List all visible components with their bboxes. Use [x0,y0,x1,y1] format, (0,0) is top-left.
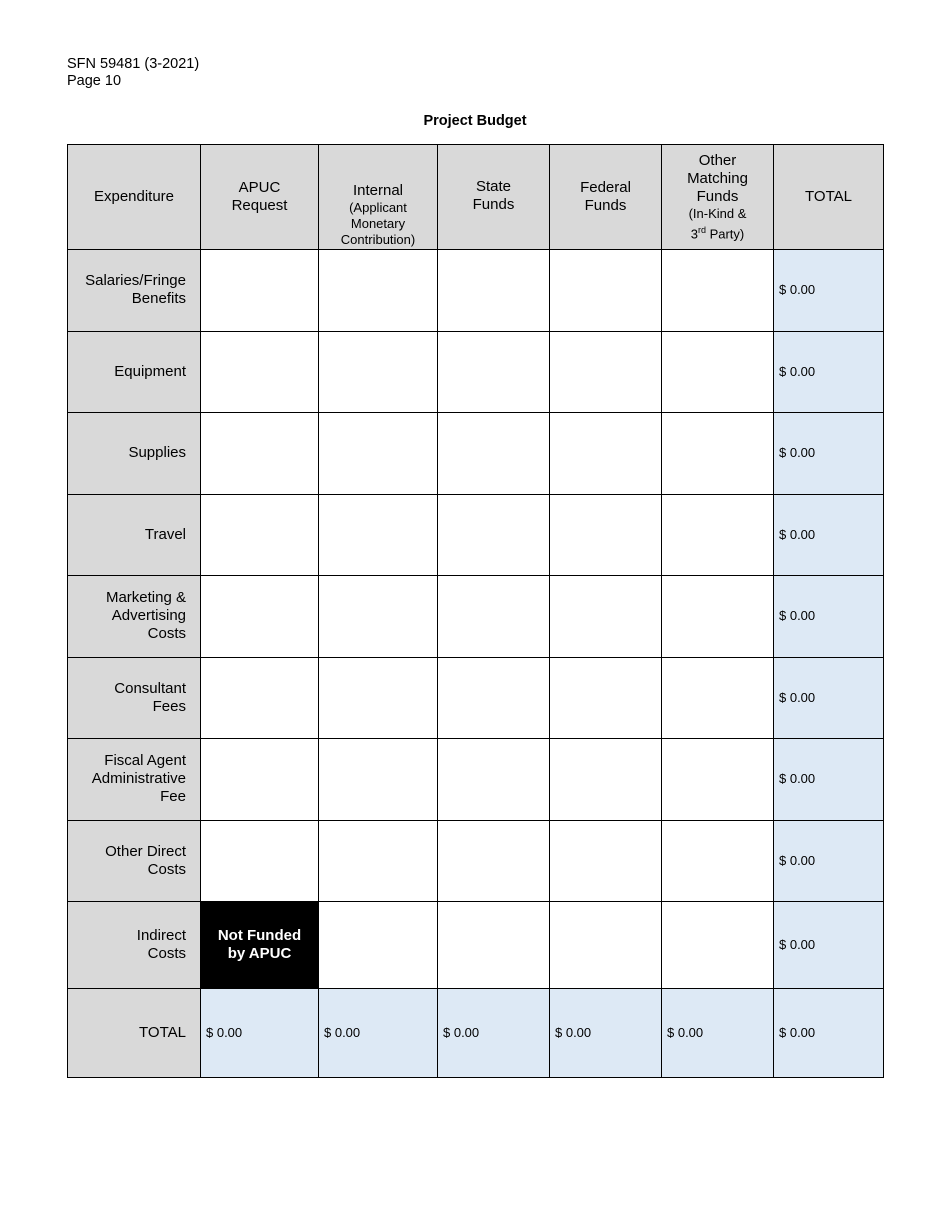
row-label-indirect-costs: Indirect Costs [68,902,201,989]
internal-amount-input[interactable] [319,331,438,413]
row-total: $ 0.00 [774,576,884,658]
header-total: TOTAL [774,145,884,250]
state-amount-input[interactable] [438,494,550,576]
header-other-matching-funds: Other Matching Funds (In-Kind & 3rd Party) [662,145,774,250]
total-state: $ 0.00 [438,989,550,1078]
expenditure-row [68,739,884,821]
header-federal-funds: Federal Funds [550,145,662,250]
internal-amount-input[interactable] [319,494,438,576]
apuc-amount-input[interactable] [201,739,319,821]
expenditure-row [68,413,884,495]
total-grand: $ 0.00 [774,989,884,1078]
expenditure-row [68,331,884,413]
internal-amount-input[interactable] [319,250,438,332]
federal-amount-input[interactable] [550,739,662,821]
totals-row [68,989,884,1078]
federal-amount-input[interactable] [550,331,662,413]
total-federal: $ 0.00 [550,989,662,1078]
indirect-other-input[interactable] [662,902,774,989]
state-amount-input[interactable] [438,820,550,902]
row-label-total: TOTAL [68,989,201,1078]
other-amount-input[interactable] [662,820,774,902]
row-total: $ 0.00 [774,413,884,495]
other-amount-input[interactable] [662,494,774,576]
row-label: Other Direct Costs [68,820,201,902]
header-expenditure: Expenditure [68,145,201,250]
form-identifier [67,56,199,90]
expenditure-row [68,657,884,739]
other-amount-input[interactable] [662,250,774,332]
expenditure-row [68,820,884,902]
row-label: Salaries/Fringe Benefits [68,250,201,332]
header-internal: Internal (Applicant Monetary Contribution) [319,145,438,250]
total-apuc: $ 0.00 [201,989,319,1078]
federal-amount-input[interactable] [550,494,662,576]
row-label: Fiscal Agent Administrative Fee [68,739,201,821]
indirect-costs-row [68,902,884,989]
federal-amount-input[interactable] [550,820,662,902]
apuc-amount-input[interactable] [201,331,319,413]
internal-amount-input[interactable] [319,413,438,495]
federal-amount-input[interactable] [550,250,662,332]
expenditure-row [68,576,884,658]
row-total: $ 0.00 [774,739,884,821]
state-amount-input[interactable] [438,576,550,658]
apuc-amount-input[interactable] [201,820,319,902]
indirect-internal-input[interactable] [319,902,438,989]
state-amount-input[interactable] [438,331,550,413]
apuc-amount-input[interactable] [201,576,319,658]
row-total: $ 0.00 [774,820,884,902]
expenditure-row [68,494,884,576]
apuc-amount-input[interactable] [201,250,319,332]
federal-amount-input[interactable] [550,657,662,739]
row-total: $ 0.00 [774,494,884,576]
row-total: $ 0.00 [774,250,884,332]
state-amount-input[interactable] [438,739,550,821]
total-other: $ 0.00 [662,989,774,1078]
row-label: Consultant Fees [68,657,201,739]
row-label: Supplies [68,413,201,495]
other-amount-input[interactable] [662,739,774,821]
page-number: Page 10 [67,73,122,89]
row-label: Travel [68,494,201,576]
other-amount-input[interactable] [662,331,774,413]
header-row [68,145,884,250]
state-amount-input[interactable] [438,250,550,332]
other-amount-input[interactable] [662,576,774,658]
row-label: Marketing & Advertising Costs [68,576,201,658]
internal-amount-input[interactable] [319,739,438,821]
state-amount-input[interactable] [438,413,550,495]
internal-amount-input[interactable] [319,820,438,902]
not-funded-by-apuc-cell: Not Funded by APUC [201,902,319,989]
indirect-state-input[interactable] [438,902,550,989]
state-amount-input[interactable] [438,657,550,739]
budget-table [67,144,884,1078]
other-amount-input[interactable] [662,413,774,495]
form-number: SFN 59481 (3-2021) [67,56,200,72]
total-internal: $ 0.00 [319,989,438,1078]
header-state-funds: State Funds [438,145,550,250]
internal-amount-input[interactable] [319,657,438,739]
apuc-amount-input[interactable] [201,657,319,739]
row-total: $ 0.00 [774,331,884,413]
row-label: Equipment [68,331,201,413]
federal-amount-input[interactable] [550,413,662,495]
row-total: $ 0.00 [774,657,884,739]
header-apuc-request: APUC Request [201,145,319,250]
other-amount-input[interactable] [662,657,774,739]
apuc-amount-input[interactable] [201,494,319,576]
indirect-total: $ 0.00 [774,902,884,989]
internal-amount-input[interactable] [319,576,438,658]
page-title: Project Budget [423,113,527,129]
indirect-federal-input[interactable] [550,902,662,989]
apuc-amount-input[interactable] [201,413,319,495]
federal-amount-input[interactable] [550,576,662,658]
expenditure-row [68,250,884,332]
